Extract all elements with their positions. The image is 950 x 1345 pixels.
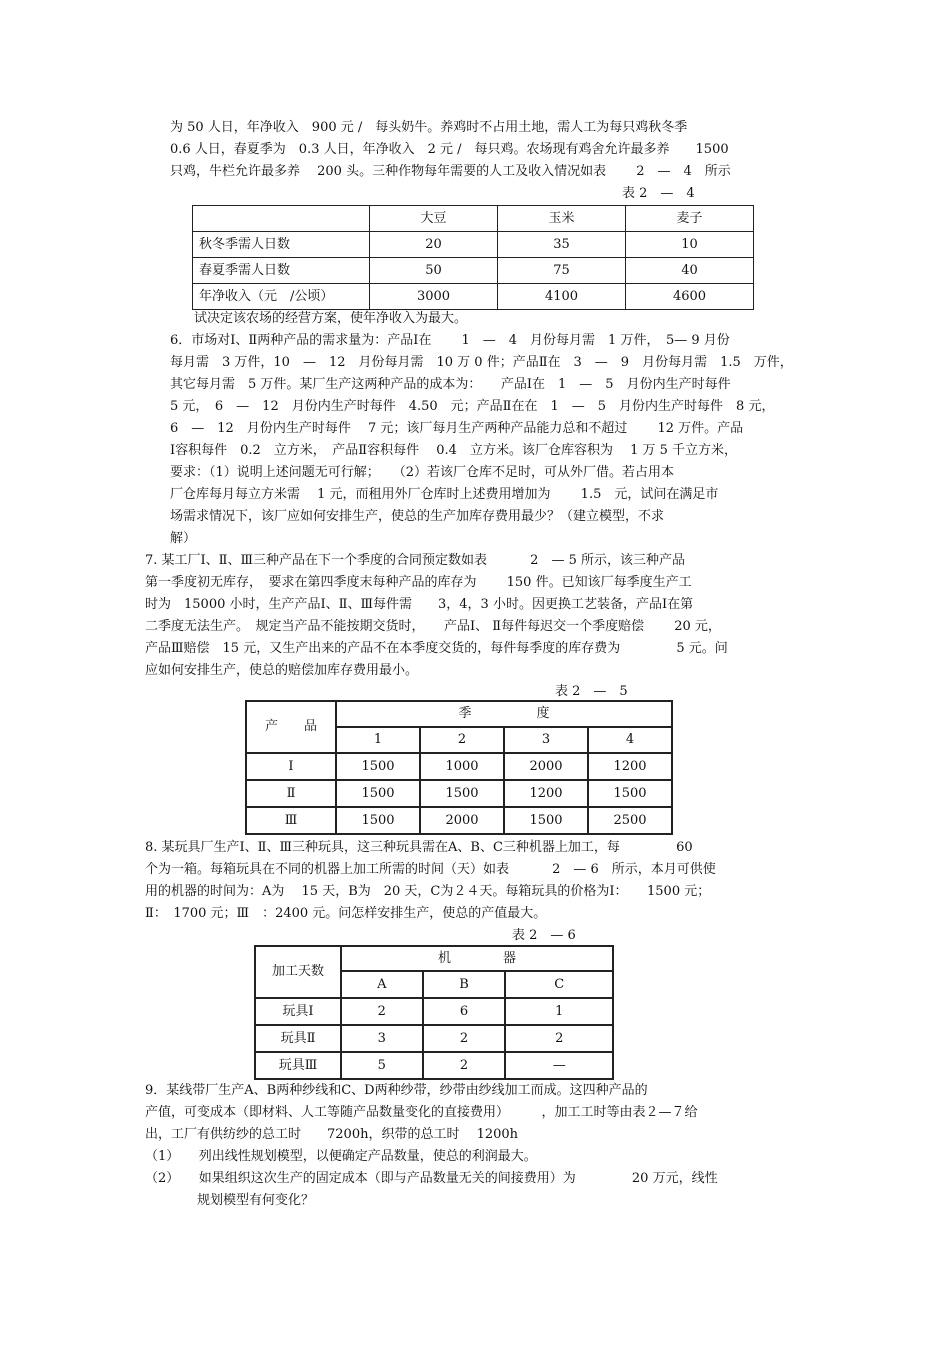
table-2-6-row-header: 加工天数 bbox=[255, 946, 341, 998]
table-2-6-machine: C bbox=[505, 971, 613, 998]
problem7-line: 二季度无法生产。 规定当产品不能按期交货时， 产品Ⅰ、 Ⅱ每件每迟交一个季度赔偿 20 元， bbox=[145, 619, 721, 634]
table-cell: 1500 bbox=[504, 807, 588, 834]
table-2-4 bbox=[192, 205, 754, 310]
table-cell: 2500 bbox=[588, 807, 672, 834]
problem7-line: 第一季度初无库存， 要求在第四季度末每种产品的库存为 150 件。已知该厂每季度生产工 bbox=[145, 575, 692, 590]
problem6-line: 要求：（1）说明上述问题无可行解； （2）若该厂仓库不足时，可从外厂借。若占用本 bbox=[170, 465, 675, 480]
table-row bbox=[193, 258, 754, 284]
problem6-line: 5 元， 6 — 12 月份内生产时每件 4.50 元；产品Ⅱ在在 1 — 5 月份内生产时每件 8 元， bbox=[170, 399, 775, 414]
table-cell: 1500 bbox=[420, 780, 504, 807]
table-row bbox=[255, 1025, 613, 1052]
table-2-6-caption: 表 2 — 6 bbox=[512, 928, 576, 943]
table-row bbox=[246, 753, 672, 780]
table-cell: 35 bbox=[498, 232, 626, 258]
table-cell: 10 bbox=[626, 232, 754, 258]
table-cell: 4600 bbox=[626, 284, 754, 310]
table-cell: 1200 bbox=[504, 780, 588, 807]
problem9-line: （1） 列出线性规划模型，以便确定产品数量，使总的利润最大。 bbox=[145, 1149, 537, 1164]
table-row bbox=[255, 998, 613, 1025]
table-2-6-machine: B bbox=[423, 971, 506, 998]
table-2-4-header: 麦子 bbox=[626, 206, 754, 232]
table-2-4-header-empty bbox=[193, 206, 370, 232]
table-cell: 20 bbox=[370, 232, 498, 258]
table-row bbox=[193, 232, 754, 258]
table-cell: 玩具Ⅱ bbox=[255, 1025, 341, 1052]
table-cell: 4100 bbox=[498, 284, 626, 310]
table-2-5-quarter: 3 bbox=[504, 727, 588, 753]
problem6-line: 6 — 12 月份内生产时每件 7 元；该厂每月生产两种产品能力总和不超过 12 万件。产品 bbox=[170, 421, 744, 436]
table-cell: 2000 bbox=[420, 807, 504, 834]
problem9-line: 规划模型有何变化？ bbox=[145, 1193, 315, 1208]
problem7-line: 时为 15000 小时，生产产品Ⅰ、Ⅱ、Ⅲ每件需 3，4，3 小时。因更换工艺装备，产品Ⅰ在第 bbox=[145, 597, 694, 612]
problem8-line: 用的机器的时间为：A为 15 天，B为 20 天，C为２４天。每箱玩具的价格为Ⅰ： 1500 元； bbox=[145, 884, 711, 899]
problem7-line: 产品Ⅲ赔偿 15 元，又生产出来的产品不在本季度交货的，每件每季度的库存费为 5 元。问 bbox=[145, 641, 728, 656]
table-2-5-row-header: 产 品 bbox=[246, 701, 336, 753]
table-2-5 bbox=[245, 700, 673, 835]
table-row bbox=[255, 1052, 613, 1079]
problem6-line: 厂仓库每月每立方米需 1 元，而租用外厂仓库时上述费用增加为 1.5 元，试问在满足市 bbox=[170, 487, 719, 502]
intro-line-1: 为 50 人日，年净收入 900 元 / 每头奶牛。养鸡时不占用土地，需人工为每只鸡秋冬季 bbox=[170, 120, 688, 135]
table-cell: 3000 bbox=[370, 284, 498, 310]
table-cell: 50 bbox=[370, 258, 498, 284]
problem9-line: 9．某线带厂生产A、B两种纱线和C、D两种纱带，纱带由纱线加工而成。这四种产品的 bbox=[145, 1083, 648, 1098]
problem6-line: 场需求情况下，该厂应如何安排生产，使总的生产加库存费用最少？（建立模型，不求 bbox=[170, 509, 665, 524]
table-cell: 1500 bbox=[588, 780, 672, 807]
table-cell: 年净收入（元 /公顷） bbox=[193, 284, 370, 310]
table-2-5-quarter: 1 bbox=[336, 727, 420, 753]
table-cell: 1 bbox=[505, 998, 613, 1025]
table-row bbox=[193, 284, 754, 310]
table-cell: 3 bbox=[341, 1025, 423, 1052]
problem9-line: 产值，可变成本（即材料、人工等随产品数量变化的直接费用） ，加工工时等由表２—７给 bbox=[145, 1105, 698, 1120]
problem8-line: Ⅱ： 1700 元；Ⅲ ：2400 元。问怎样安排生产，使总的产值最大。 bbox=[145, 906, 547, 921]
problem7-line: 7. 某工厂Ⅰ、Ⅱ、Ⅲ三种产品在下一个季度的合同预定数如表 2 — 5 所示，该三种产品 bbox=[145, 553, 685, 568]
table-cell: 玩具Ⅲ bbox=[255, 1052, 341, 1079]
table-2-6-group-header: 机 器 bbox=[341, 946, 613, 971]
table-cell: 2 bbox=[423, 1052, 506, 1079]
table-cell: 1500 bbox=[336, 780, 420, 807]
table-cell: — bbox=[505, 1052, 613, 1079]
table-2-6-machine: A bbox=[341, 971, 423, 998]
table-2-5-quarter: 2 bbox=[420, 727, 504, 753]
intro-line-3: 只鸡，牛栏允许最多养 200 头。三种作物每年需要的人工及收入情况如表 2 — 4 所示 bbox=[170, 164, 731, 179]
table-2-4-caption: 表 2 — 4 bbox=[622, 186, 695, 201]
after-table-2-4: 试决定该农场的经营方案，使年净收入为最大。 bbox=[194, 311, 468, 326]
table-cell: 玩具Ⅰ bbox=[255, 998, 341, 1025]
table-cell: 秋冬季需人日数 bbox=[193, 232, 370, 258]
problem6-line: 解） bbox=[170, 531, 197, 546]
table-cell: 1200 bbox=[588, 753, 672, 780]
table-2-6 bbox=[254, 945, 614, 1080]
table-cell: 75 bbox=[498, 258, 626, 284]
problem7-line: 应如何安排生产，使总的赔偿加库存费用最小。 bbox=[145, 663, 419, 678]
intro-line-2: 0.6 人日，春夏季为 0.3 人日，年净收入 2 元 / 每只鸡。农场现有鸡舍允许最多养 1500 bbox=[170, 142, 729, 157]
table-2-5-caption: 表 2 — 5 bbox=[555, 684, 628, 699]
table-row bbox=[246, 780, 672, 807]
table-2-5-group-header: 季 度 bbox=[336, 701, 672, 727]
table-row bbox=[246, 807, 672, 834]
table-cell: 2 bbox=[423, 1025, 506, 1052]
problem6-line: 其它每月需 5 万件。某厂生产这两种产品的成本为： 产品Ⅰ在 1 — 5 月份内生产时每件 bbox=[170, 377, 731, 392]
problem9-line: （2） 如果组织这次生产的固定成本（即与产品数量无关的间接费用）为 20 万元，线性 bbox=[145, 1171, 718, 1186]
problem9-line: 出，工厂有供纺纱的总工时 7200h，织带的总工时 1200h bbox=[145, 1127, 519, 1142]
table-cell: 2 bbox=[341, 998, 423, 1025]
table-cell: Ⅱ bbox=[246, 780, 336, 807]
problem8-line: 个为一箱。每箱玩具在不同的机器上加工所需的时间（天）如表 2 — 6 所示，本月可供使 bbox=[145, 862, 716, 877]
table-cell: 6 bbox=[423, 998, 506, 1025]
problem6-line: 6．市场对Ⅰ、Ⅱ两种产品的需求量为：产品Ⅰ在 1 — 4 月份每月需 1 万件， 5— 9 月份 bbox=[170, 333, 730, 348]
table-cell: 40 bbox=[626, 258, 754, 284]
table-2-4-header: 大豆 bbox=[370, 206, 498, 232]
problem6-line: 每月需 3 万件，10 — 12 月份每月需 10 万 0 件；产品Ⅱ在 3 — 9 月份每月需 1.5 万件， bbox=[170, 355, 793, 370]
table-cell: 春夏季需人日数 bbox=[193, 258, 370, 284]
table-2-5-quarter: 4 bbox=[588, 727, 672, 753]
table-cell: 1500 bbox=[336, 753, 420, 780]
table-cell: Ⅰ bbox=[246, 753, 336, 780]
table-cell: 1500 bbox=[336, 807, 420, 834]
table-cell: 2000 bbox=[504, 753, 588, 780]
table-cell: Ⅲ bbox=[246, 807, 336, 834]
table-cell: 5 bbox=[341, 1052, 423, 1079]
table-cell: 2 bbox=[505, 1025, 613, 1052]
table-2-4-header: 玉米 bbox=[498, 206, 626, 232]
problem8-line: 8. 某玩具厂生产Ⅰ、Ⅱ、Ⅲ三种玩具，这三种玩具需在A、B、C三种机器上加工，每 60 bbox=[145, 840, 693, 855]
problem6-line: Ⅰ容积每件 0.2 立方米， 产品Ⅱ容积每件 0.4 立方米。该厂仓库容积为 1 万 5 千立方米， bbox=[170, 443, 738, 458]
table-cell: 1000 bbox=[420, 753, 504, 780]
